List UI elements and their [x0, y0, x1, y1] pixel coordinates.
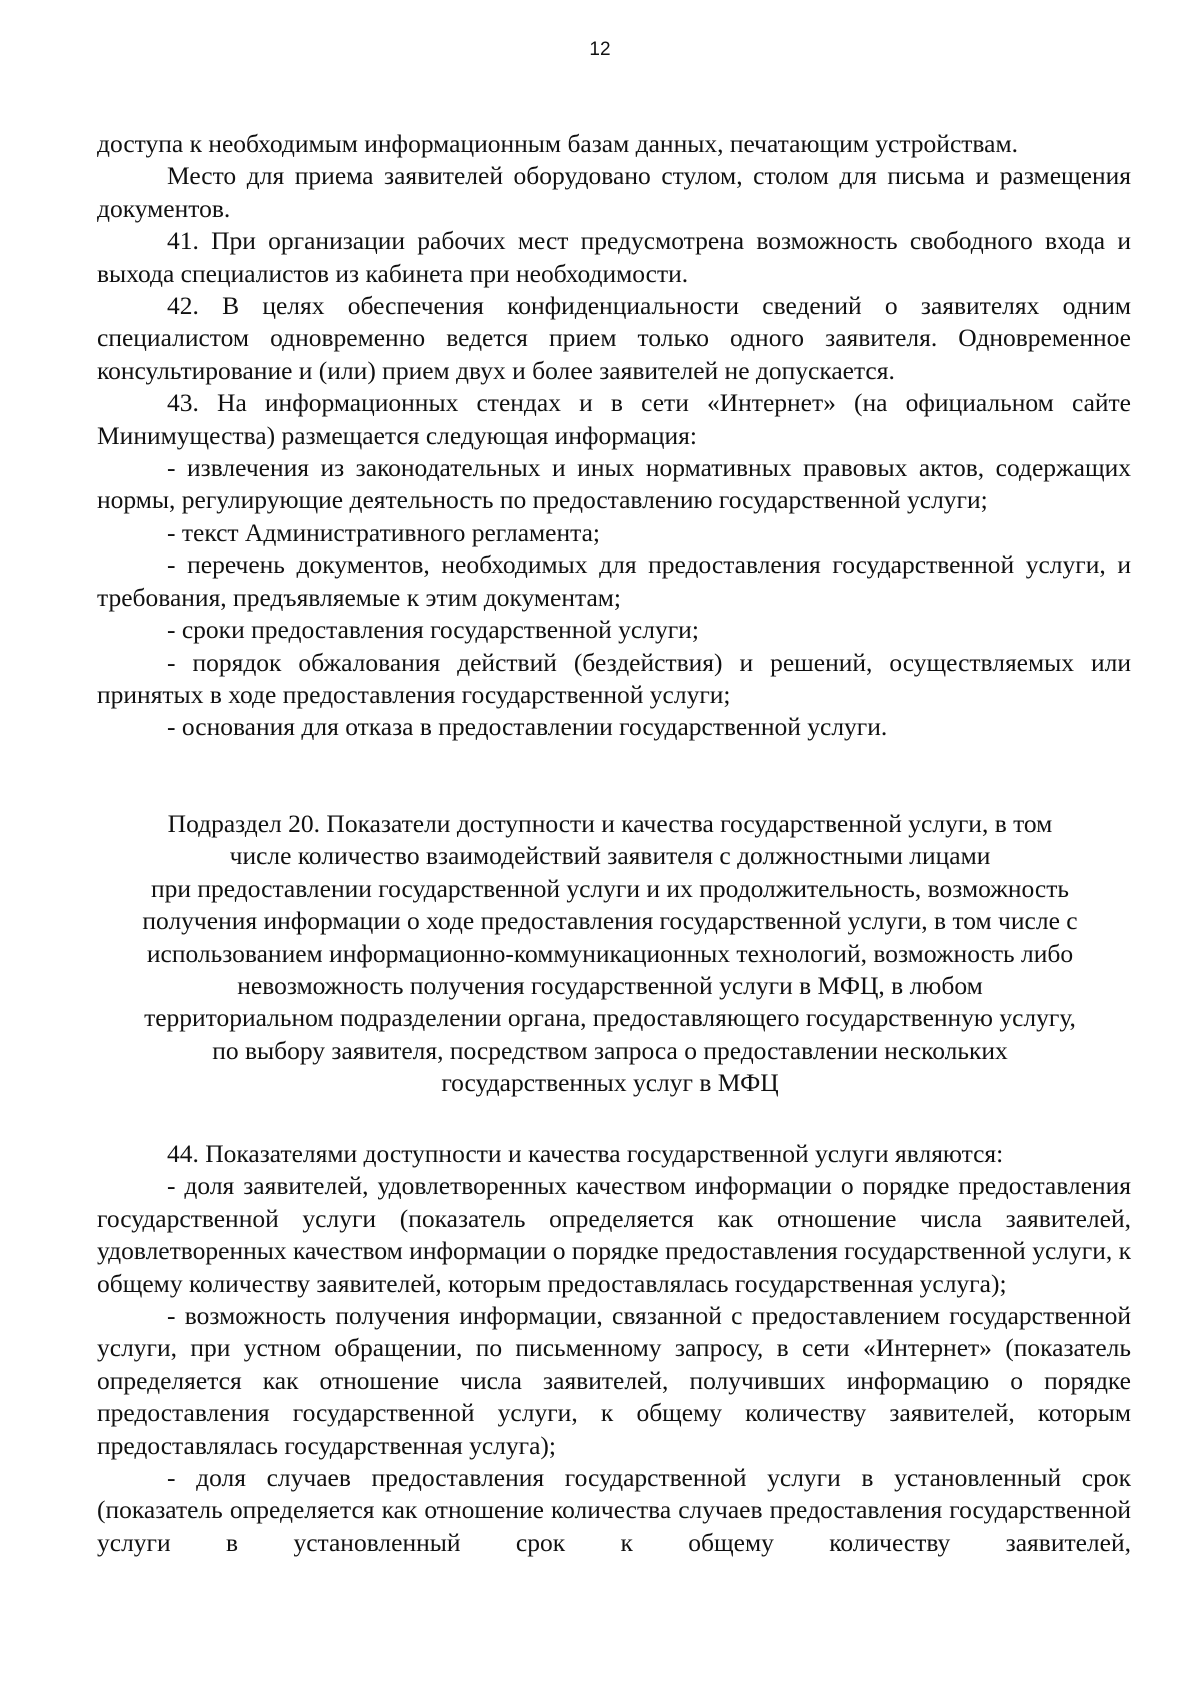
list-item: - основания для отказа в предоставлении государственной услуги.: [167, 712, 888, 742]
paragraph: 43. На информационных стендах и в сети «Интернет» (на официальном сайте Минимущества) размещается следующая информация:: [97, 388, 1131, 450]
paragraph: доступа к необходимым информационным базам данных, печатающим устройствам.: [97, 129, 1018, 158]
section-title: [80, 808, 1140, 1100]
body-text-top: [97, 128, 1131, 744]
paragraph: 44. Показателями доступности и качества государственной услуги являются:: [167, 1139, 1004, 1168]
paragraph: Место для приема заявителей оборудовано стулом, столом для письма и размещения документов.: [97, 161, 1131, 223]
list-item: - извлечения из законодательных и иных нормативных правовых актов, содержащих нормы, регулирующие деятельность по предоставлению государственной услуги;: [97, 453, 1131, 515]
paragraph: 41. При организации рабочих мест предусмотрена возможность свободного входа и выхода специалистов из кабинета при необходимости.: [97, 226, 1131, 288]
list-item: - перечень документов, необходимых для предоставления государственной услуги, и требования, предъявляемые к этим документам;: [97, 550, 1131, 612]
list-item: - сроки предоставления государственной услуги;: [167, 615, 699, 645]
paragraph: 42. В целях обеспечения конфиденциальности сведений о заявителях одним специалистом одновременно ведется прием только одного заявителя. Одновременное консультирование и (или) прием двух и более заявителей не допускается.: [97, 291, 1131, 385]
page-number: 12: [589, 39, 611, 60]
section-title-line: территориальном подразделении органа, предоставляющего государственную услугу,: [144, 1003, 1076, 1033]
list-item: - доля заявителей, удовлетворенных качеством информации о порядке предоставления государственной услуги (показатель определяется как отношение числа заявителей, удовлетворенных качеством информации о порядке предоставления государственной услуги, к общему количеству заявителей, которым предоставлялась государственная услуга);: [97, 1171, 1131, 1298]
section-title-line: Подраздел 20. Показатели доступности и качества государственной услуги, в том: [167, 809, 1053, 838]
section-title-line: невозможность получения государственной услуги в МФЦ, в любом: [237, 971, 983, 1001]
section-title-line: государственных услуг в МФЦ: [441, 1068, 779, 1098]
section-title-line: использованием информационно-коммуникационных технологий, возможность либо: [146, 938, 1074, 968]
list-item: - текст Административного регламента;: [167, 517, 600, 547]
list-item: - порядок обжалования действий (бездействия) и решений, осуществляемых или принятых в ходе предоставления государственной услуги;: [97, 647, 1131, 709]
list-item: - возможность получения информации, связанной с предоставлением государственной услуги, при устном обращении, по письменному запросу, в сети «Интернет» (показатель определяется как отношение числа заявителей, получивших информацию о порядке предоставления государственной услуги, к общему количеству заявителей, которым предоставлялась государственная услуга);: [97, 1301, 1131, 1460]
body-text-bottom: [97, 1138, 1131, 1559]
section-title-line: по выбору заявителя, посредством запроса о предоставлении нескольких: [212, 1035, 1008, 1065]
section-title-line: при предоставлении государственной услуги и их продолжительность, возможность: [150, 873, 1070, 903]
section-title-line: получения информации о ходе предоставления государственной услуги, в том числе с: [142, 906, 1078, 936]
section-title-line: числе количество взаимодействий заявителя с должностными лицами: [229, 841, 991, 871]
list-item: - доля случаев предоставления государственной услуги в установленный срок (показатель определяется как отношение количества случаев предоставления государственной услуги в установленный срок к общему количеству заявителей,: [97, 1463, 1131, 1557]
